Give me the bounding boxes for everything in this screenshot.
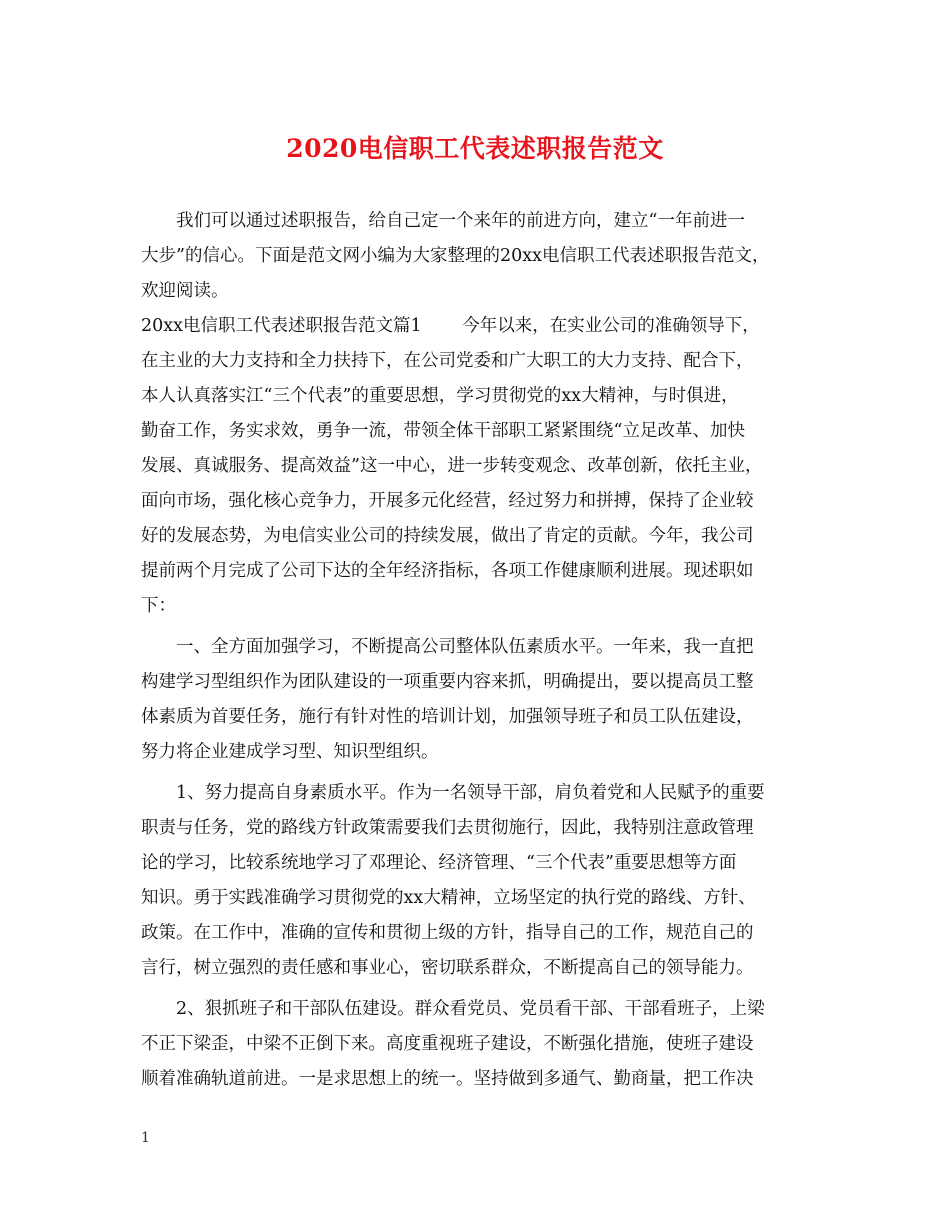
page-number: 1 [141, 1130, 150, 1146]
text-line: 发展、真诚服务、提高效益”这一中心，进一步转变观念、改革创新，依托主业， [141, 456, 763, 476]
text-line: 在主业的大力支持和全力扶持下，在公司党委和广大职工的大力支持、配合下， [141, 351, 754, 371]
text-line: 政策。在工作中，准确的宣传和贯彻上级的方针，指导自己的工作，规范自己的 [141, 923, 754, 943]
text-line: 1、努力提高自身素质水平。作为一名领导干部，肩负着党和人民赋予的重要 [141, 783, 765, 803]
text-line: 顺着准确轨道前进。一是求思想上的统一。坚持做到多通气、勤商量，把工作决 [141, 1069, 754, 1089]
text-line: 大步”的信心。下面是范文网小编为大家整理的20xx电信职工代表述职报告范文， [141, 246, 770, 266]
text-line: 面向市场，强化核心竞争力，开展多元化经营，经过努力和拼搏，保持了企业较 [141, 491, 754, 511]
text-line: 职责与任务，党的路线方针政策需要我们去贯彻施行，因此，我特别注意政管理 [141, 818, 754, 838]
text-line: 一、全方面加强学习，不断提高公司整体队伍素质水平。一年来，我一直把 [141, 637, 754, 657]
text-line: 2、狠抓班子和干部队伍建设。群众看党员、党员看干部、干部看班子，上梁 [141, 999, 765, 1019]
text-line: 本人认真落实江“三个代表”的重要思想，学习贯彻党的xx大精神，与时俱进， [141, 386, 739, 406]
text-line: 不正下梁歪，中梁不正倒下来。高度重视班子建设，不断强化措施，使班子建设 [141, 1034, 754, 1054]
text-line: 欢迎阅读。 [141, 281, 229, 301]
document-title: 2020电信职工代表述职报告范文 [286, 134, 664, 163]
text-line: 20xx电信职工代表述职报告范文篇1 今年以来，在实业公司的准确领导下， [141, 316, 760, 336]
text-line: 下： [141, 596, 176, 616]
text-line: 构建学习型组织作为团队建设的一项重要内容来抓，明确提出，要以提高员工整 [141, 672, 754, 692]
text-line: 提前两个月完成了公司下达的全年经济指标，各项工作健康顺利进展。现述职如 [141, 561, 754, 581]
text-line: 好的发展态势，为电信实业公司的持续发展，做出了肯定的贡献。今年，我公司 [141, 526, 754, 546]
text-line: 言行，树立强烈的责任感和事业心，密切联系群众，不断提高自己的领导能力。 [141, 958, 754, 978]
text-line: 努力将企业建成学习型、知识型组织。 [141, 742, 439, 762]
text-line: 论的学习，比较系统地学习了邓理论、经济管理、“三个代表”重要思想等方面 [141, 853, 737, 873]
text-line: 我们可以通过述职报告，给自己定一个来年的前进方向，建立“一年前进一 [141, 211, 745, 231]
text-line: 体素质为首要任务，施行有针对性的培训计划，加强领导班子和员工队伍建设， [141, 707, 754, 727]
text-line: 勤奋工作，务实求效，勇争一流，带领全体干部职工紧紧围绕“立足改革、加快 [141, 421, 745, 441]
text-line: 知识。勇于实践准确学习贯彻党的xx大精神，立场坚定的执行党的路线、方针、 [141, 888, 756, 908]
